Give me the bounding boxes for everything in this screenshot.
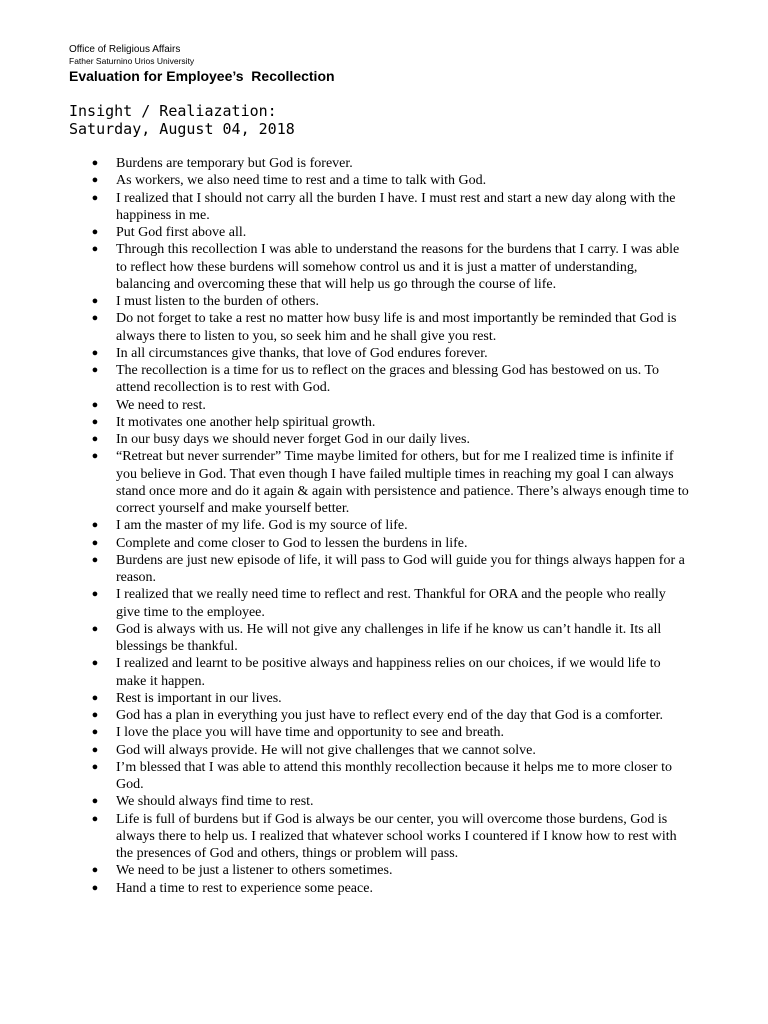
document-title: Evaluation for Employee’s Recollection [69,68,335,84]
list-item-text: It motivates one another help spiritual growth. [116,414,376,430]
list-item [90,397,690,414]
list-item-text: Rest is important in our lives. [116,690,282,706]
list-item-text: “Retreat but never surrender” Time maybe limited for others, but for me I realized time is infinite if you believe in God. That even though I have failed multiple times in reaching my goal I can always stand once more and do it again & again with persistence and patience. There’s always enough time to correct yourself and make yourself better. [116,449,689,516]
list-item [90,241,690,293]
list-item-text: In our busy days we should never forget God in our daily lives. [116,432,470,447]
list-item [90,586,690,621]
list-item-text: Complete and come closer to God to lessen the burdens in life. [116,535,468,551]
section-heading: Insight / Realiazation: [69,102,277,120]
list-item-text: Put God first above all. [116,225,247,240]
list-item [90,811,690,863]
bullet-icon: ● [91,519,99,532]
bullet-icon: ● [91,760,99,773]
list-item-text: God will always provide. He will not give challenges that we cannot solve. [116,742,536,758]
bullet-icon: ● [91,295,99,307]
list-item [90,155,690,172]
bullet-icon: ● [91,812,99,825]
bullet-icon: ● [91,881,99,894]
bullet-icon: ● [91,726,99,739]
list-item-text: Burdens are just new episode of life, it will pass to God will guide you for things always happen for a reason. [116,552,685,585]
list-item [90,172,690,189]
list-item-text: We need to be just a listener to others sometimes. [116,863,393,879]
university-name: Father Saturnino Urios University [69,56,195,66]
list-item [90,190,690,225]
bullet-icon: ● [91,691,99,704]
bullet-icon: ● [91,157,99,169]
list-item-text: God is always with us. He will not give any challenges in life if he know us can’t handle it. Its all blessings be thankful. [116,621,662,654]
list-item-text: I am the master of my life. God is my source of life. [116,518,408,534]
list-item [90,690,690,707]
list-item-text: In all circumstances give thanks, that love of God endures forever. [116,345,488,361]
insight-list [90,155,690,897]
list-item-text: As workers, we also need time to rest and a time to talk with God. [116,173,487,189]
office-name: Office of Religious Affairs [69,44,181,55]
bullet-icon: ● [91,622,99,635]
list-item-text: God has a plan in everything you just have to reflect every end of the day that God is a comforter. [116,708,663,723]
list-item [90,362,690,397]
list-item [90,742,690,759]
list-item [90,310,690,345]
bullet-icon: ● [91,191,99,204]
bullet-icon: ● [91,709,99,721]
list-item [90,293,690,310]
list-item-text: Burdens are temporary but God is forever. [116,156,353,171]
list-item [90,431,690,448]
bullet-icon: ● [91,864,99,877]
list-item [90,724,690,741]
section-date: Saturday, August 04, 2018 [69,120,295,138]
list-item [90,880,690,897]
bullet-icon: ● [91,450,99,463]
list-item [90,224,690,241]
list-item-text: I realized and learnt to be positive always and happiness relies on our choices, if we would life to make it happen. [116,656,661,689]
list-item [90,345,690,362]
list-item [90,552,690,587]
bullet-icon: ● [91,346,99,359]
list-item [90,448,690,517]
list-item-text: Life is full of burdens but if God is always be our center, you will overcome those burdens, God is always there to help us. I realized that whatever school works I countered if I know how to rest with the presences of God and others, things or problem will pass. [116,811,677,861]
list-item-text: The recollection is a time for us to reflect on the graces and blessing God has bestowed on us. To attend recollection is to rest with God. [116,363,660,396]
bullet-icon: ● [91,415,99,428]
list-item-text: I realized that I should not carry all the burden I have. I must rest and start a new day along with the happiness in me. [116,190,676,223]
bullet-icon: ● [91,226,99,238]
list-item [90,759,690,794]
bullet-icon: ● [91,174,99,187]
list-item [90,655,690,690]
list-item [90,535,690,552]
bullet-icon: ● [91,795,99,808]
list-item-text: We need to rest. [116,397,206,413]
bullet-icon: ● [91,588,99,601]
list-item [90,621,690,656]
bullet-icon: ● [91,398,99,411]
list-item [90,517,690,534]
list-item-text: I’m blessed that I was able to attend this monthly recollection because it helps me to more closer to God. [116,759,672,792]
bullet-icon: ● [91,536,99,549]
list-item-text: Hand a time to rest to experience some peace. [116,880,373,896]
list-item-text: I love the place you will have time and opportunity to see and breath. [116,725,504,741]
bullet-icon: ● [91,743,99,756]
list-item-text: Do not forget to take a rest no matter how busy life is and most importantly be reminded that God is always there to listen to you, so seek him and he shall give you rest. [116,311,677,344]
list-item-text: I must listen to the burden of others. [116,294,319,309]
list-item-text: We should always find time to rest. [116,794,314,810]
list-item [90,862,690,879]
list-item [90,793,690,810]
bullet-icon: ● [91,312,99,325]
list-item-text: Through this recollection I was able to understand the reasons for the burdens that I carry. I was able to reflect how these burdens will somehow control us and it is just a matter of understanding, balancing and overcoming these that will help us go through the course of life. [116,242,680,292]
bullet-icon: ● [91,364,99,376]
list-item [90,414,690,431]
bullet-icon: ● [91,433,99,445]
list-item-text: I realized that we really need time to reflect and rest. Thankful for ORA and the people who really give time to the employee. [116,587,666,620]
bullet-icon: ● [91,243,99,256]
bullet-icon: ● [91,553,99,566]
bullet-icon: ● [91,657,99,670]
list-item [90,707,690,724]
